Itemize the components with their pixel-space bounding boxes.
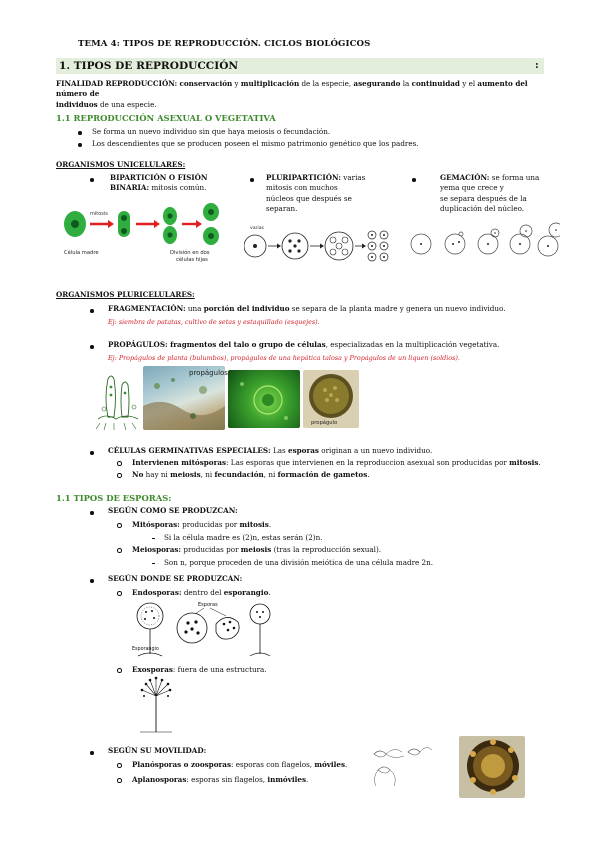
germinativas-desc: Las [270, 446, 289, 455]
finalidad-text: de una especie. [97, 99, 157, 109]
biparticion-label-2: BINARIA: [110, 183, 150, 193]
germ-sub-text: , ni [263, 470, 278, 479]
planosporas-bold: móviles [314, 760, 346, 769]
meiosporas-bold: meiosis [240, 545, 272, 554]
fragmentacion-label: FRAGMENTACIÓN: [108, 304, 186, 313]
gemacion-label: GEMACIÓN: [440, 173, 490, 182]
exosporas-label: Exosporas [132, 665, 173, 674]
meiosporas-text [132, 545, 381, 555]
propagulos-drawing [94, 367, 142, 431]
finalidad-text: de la especie, [299, 79, 354, 88]
mitosporas-desc: . [268, 520, 272, 529]
bullet-dot-icon [250, 178, 254, 182]
fragmentacion-desc: se separa de la planta madre y genera un nuevo individuo. [289, 304, 506, 313]
segun-movilidad: SEGÚN SU MOVILIDAD: [108, 746, 207, 755]
fig-label-madre: Célula madre [64, 250, 99, 256]
germ-sub-bold: mitosis [509, 458, 539, 467]
fragmentacion-text [108, 304, 548, 314]
bullet-dot-icon [90, 511, 94, 515]
biparticion-desc: mitosis común. [149, 183, 207, 193]
finalidad-word: multiplicación [240, 79, 300, 88]
bullet-dot-icon [90, 751, 94, 755]
propagulos-desc: , especializadas en la multiplicación vegetativa. [325, 340, 500, 349]
planosporas-desc: : esporas con flagelos, [231, 760, 315, 769]
propagulo-photo-2-detail [228, 370, 300, 428]
fragmentacion-example: Ej: siembra de patatas, cultivo de setas y estaquillado (esquejes). [108, 318, 320, 326]
endosporas-text [132, 588, 271, 598]
aplanosporas-bold: inmóviles [267, 775, 306, 784]
sub-bullet-circle-icon [117, 591, 122, 596]
sub-bullet-circle-icon [117, 763, 122, 768]
unicelulares-heading: ORGANISMOS UNICELULARES: [56, 160, 186, 169]
propagulos-example: Ej: Propágulos de planta (bulumbos), propágulos de una hepática talosa y Propágulos de un liquen (soldios). [108, 354, 460, 362]
fig-label-mitosis: mitosis [90, 211, 108, 217]
section-heading-colon: : [535, 60, 539, 71]
finalidad-word: individuos [56, 99, 98, 109]
sub-bullet-circle-icon [117, 668, 122, 673]
bullet-dot-icon [90, 345, 94, 349]
propagulo-photo-1-label: propágulos [189, 369, 228, 377]
aplanosporas-label: Aplanosporas [132, 775, 187, 784]
finalidad-text: y el [459, 79, 478, 88]
germ-sub-bold: meiosis [170, 470, 201, 479]
segun-produzcan: SEGÚN COMO SE PRODUZCAN: [108, 506, 238, 515]
finalidad-word: continuidad [411, 79, 460, 88]
germ-sub-text: , ni [200, 470, 215, 479]
section-heading: 1. TIPOS DE REPRODUCCIÓN [59, 60, 239, 72]
meiosporas-desc: producidas por [181, 545, 241, 554]
pluriparticion-desc: varias [341, 173, 366, 182]
gemacion-desc: yema que crece y [440, 183, 504, 193]
gemacion-figure [410, 222, 560, 262]
bullet-dot-icon [412, 178, 416, 182]
meiosporas-label: Meiosporas: [132, 545, 182, 554]
pluriparticion-desc: núcleos que después se [266, 193, 352, 203]
pluriparticion-label: PLURIPARTICIÓN: [266, 173, 341, 182]
biparticion-text [110, 173, 240, 194]
exosporas-figure [130, 676, 182, 734]
bullet-dot-icon [78, 143, 82, 147]
biparticion-figure [62, 202, 224, 264]
germinativas-text [108, 446, 548, 456]
endosporas-desc: dentro del [181, 588, 224, 597]
fig-label-varias: varias [250, 226, 264, 231]
bullet-dot-icon [90, 451, 94, 455]
germinativas-label: CÉLULAS GERMINATIVAS ESPECIALES: [108, 446, 271, 455]
exosporas-text [132, 665, 267, 675]
meiosporas-detail: Son n, porque proceden de una división meiótica de una célula madre 2n. [164, 558, 434, 567]
propagulo-photo-2 [228, 370, 300, 428]
endo-label-esporangio: Esporangio [132, 647, 159, 652]
propagulos-label: PROPÁGULOS: [108, 340, 168, 349]
germ-sub-bold: No [132, 470, 144, 479]
finalidad-word: conservación [179, 79, 233, 88]
segun-donde: SEGÚN DONDE SE PRODUZCAN: [108, 574, 243, 583]
aplanosporas-text [132, 775, 308, 785]
asexual-heading: 1.1 REPRODUCCIÓN ASEXUAL O VEGETATIVA [56, 113, 276, 123]
asexual-bullet-text: Los descendientes que se producen poseen el mismo patrimonio genético que los padres. [92, 139, 419, 148]
sub-bullet-circle-icon [117, 548, 122, 553]
fig-label-hijas: células hijas [176, 257, 208, 263]
mitosporas-label: Mitósporas: [132, 520, 180, 529]
bullet-dot-icon [90, 579, 94, 583]
propagulos-bold: fragmentos del talo o grupo de células [167, 340, 326, 349]
endosporas-bold: esporangio [223, 588, 269, 597]
endosporas-figure [130, 598, 280, 658]
esporas-heading: 1.1 TIPOS DE ESPORAS: [56, 493, 172, 503]
zoosporas-sketch [364, 740, 434, 790]
germinativas-sub-2 [132, 470, 552, 480]
bullet-dot-icon [90, 178, 94, 182]
aplanosporas-desc: : esporas sin flagelos, [186, 775, 268, 784]
finalidad-paragraph [56, 79, 546, 110]
mitosporas-desc: producidas por [179, 520, 240, 529]
gemacion-desc: se forma una [489, 173, 540, 182]
pluricelulares-heading: ORGANISMOS PLURICELULARES: [56, 290, 195, 299]
aplanosporas-photo-detail [459, 736, 525, 798]
aplanosporas-desc: . [306, 775, 309, 784]
germ-sub-bold: fecundación [214, 470, 264, 479]
propagulo-photo-3-label: propágulo [311, 420, 338, 426]
mitosporas-detail: Si la célula madre es (2)n, estas serán (2)n. [164, 533, 323, 542]
germ-sub-text: . [367, 470, 370, 479]
mitosporas-bold: mitosis [239, 520, 269, 529]
sub-bullet-circle-icon [117, 778, 122, 783]
biparticion-label: BIPARTICIÓN O FISIÓN [110, 173, 208, 182]
fig-label-division: División en dos [170, 250, 210, 256]
dash-bullet-icon [152, 538, 155, 539]
propagulos-text [108, 340, 548, 350]
planosporas-text [132, 760, 347, 770]
finalidad-text: la [400, 79, 412, 88]
germinativas-bold: esporas [288, 446, 319, 455]
exosporas-desc: : fuera de una estructura. [172, 665, 267, 674]
gemacion-desc: se separa después de la [440, 193, 527, 203]
fragmentacion-bold: porción del individuo [203, 304, 290, 313]
gemacion-desc: duplicación del núcleo. [440, 204, 525, 214]
sub-bullet-circle-icon [117, 461, 122, 466]
fragmentacion-desc: una [185, 304, 204, 313]
germ-sub-bold: formación de gametos [277, 470, 368, 479]
meiosporas-desc: (tras la reproducción sexual). [271, 545, 382, 554]
planosporas-desc: . [345, 760, 348, 769]
germ-sub-text: hay ni [143, 470, 171, 479]
bullet-dot-icon [78, 131, 82, 135]
pluriparticion-text [266, 173, 386, 215]
finalidad-text: y [232, 79, 241, 88]
planosporas-label: Planósporas o zoosporas [132, 760, 231, 769]
pluriparticion-desc: separan. [266, 204, 298, 214]
germ-sub-bold: Intervienen mitósporas [132, 458, 227, 467]
endo-label-esporas: Esporas [198, 602, 218, 608]
finalidad-label: FINALIDAD REPRODUCCIÓN: [56, 79, 178, 88]
germ-sub-text: . [538, 458, 541, 467]
germ-sub-text: : Las esporas que intervienen en la reproduccion asexual son producidas por [226, 458, 510, 467]
asexual-bullet-text: Se forma un nuevo individuo sin que haya meiosis o fecundación. [92, 127, 331, 136]
sub-bullet-circle-icon [117, 523, 122, 528]
endosporas-label: Endosporas: [132, 588, 182, 597]
aplanosporas-photo [459, 736, 525, 798]
pluriparticion-desc: mitosis con muchos [266, 183, 338, 193]
dash-bullet-icon [152, 563, 155, 564]
pluriparticion-figure [244, 222, 394, 268]
finalidad-word: asegurando [353, 79, 401, 88]
document-title: TEMA 4: TIPOS DE REPRODUCCIÓN. CICLOS BIOLÓGICOS [78, 39, 371, 49]
sub-bullet-circle-icon [117, 473, 122, 478]
gemacion-text [440, 173, 560, 215]
finalidad-word: aumento del número de [56, 79, 528, 99]
mitosporas-text [132, 520, 271, 530]
endosporas-desc: . [268, 588, 271, 597]
germinativas-sub-1 [132, 458, 552, 468]
germinativas-desc: originan a un nuevo individuo. [318, 446, 433, 455]
bullet-dot-icon [90, 309, 94, 313]
